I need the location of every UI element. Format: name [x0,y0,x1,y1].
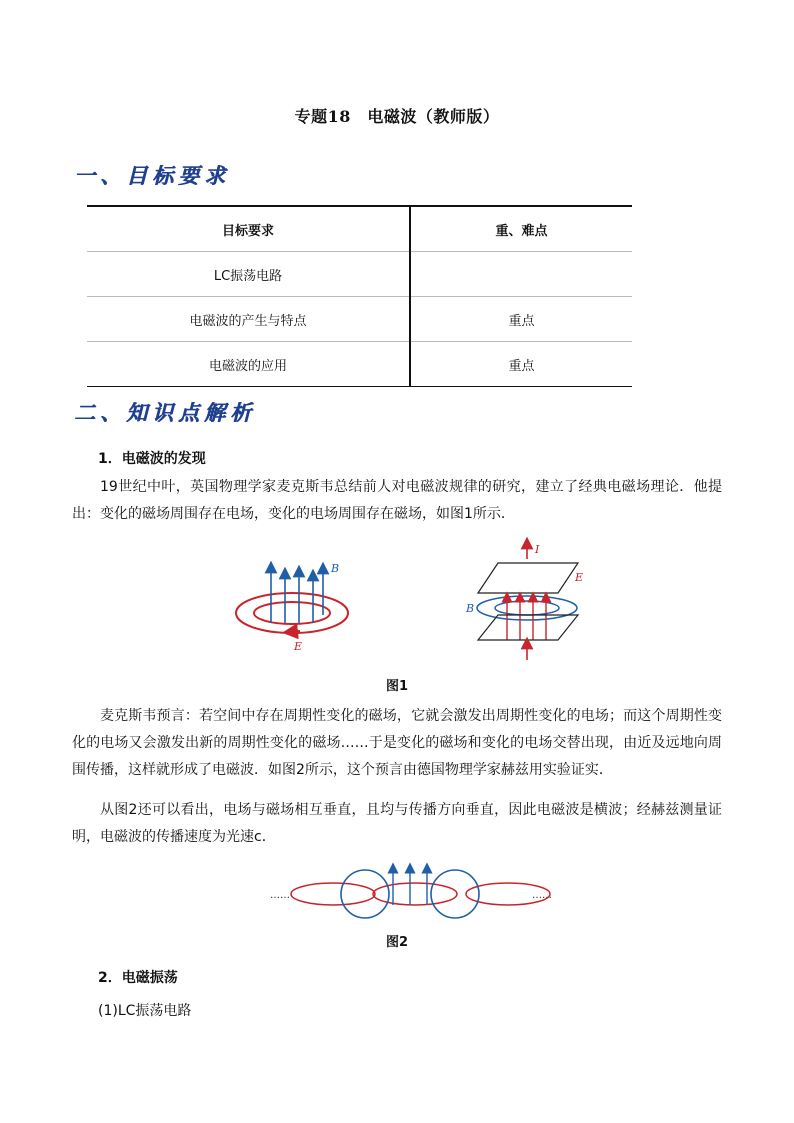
electric-to-magnetic-diagram [465,543,583,660]
figure-2-caption: 图2 [385,935,409,950]
magnetic-to-electric-diagram [236,562,348,653]
table-header-row [87,206,632,252]
topic-heading-oscillation: 2．电磁振荡 [98,970,178,986]
figure-2 [0,860,794,930]
paragraph-maxwell-theory: 19世纪中叶，英国物理学家麦克斯韦总结前人对电磁波规律的研究，建立了经典电磁场理论．他提出：变化的磁场周围存在电场，变化的电场周围存在磁场，如图1所示． [72,479,722,522]
table-cell [410,252,632,297]
page-title: 专题18 电磁波（教师版） [294,107,500,126]
topic-heading-discovery: 1．电磁波的发现 [98,451,206,467]
table-cell: LC振荡电路 [87,252,410,297]
goals-table [87,205,632,387]
paragraph-transverse-wave: 从图2还可以看出，电场与磁场相互垂直，且均与传播方向垂直，因此电磁波是横波；经赫兹测量证明，电磁波的传播速度为光速c． [72,802,722,845]
label-I: I [535,543,540,556]
table-header-goal: 目标要求 [87,206,410,252]
table-cell: 电磁波的产生与特点 [87,297,410,342]
label-B-right: B [466,602,475,615]
section-heading-knowledge: 二、知识点解析 [74,400,256,425]
figure-1 [0,535,794,675]
paragraph-maxwell-prediction: 麦克斯韦预言：若空间中存在周期性变化的磁场，它就会激发出周期性变化的电场；而这个周期性变化的电场又会激发出新的周期性变化的磁场……于是变化的磁场和变化的电场交替出现，由近及远地向周围传播，这样就形成了电磁波．如图2所示，这个预言由德国物理学家赫兹用实验证实． [72,708,722,778]
dots-left: …… [270,890,290,901]
dots-right: …… [532,890,552,901]
table-cell: 重点 [410,297,632,342]
table-cell: 电磁波的应用 [87,342,410,387]
table-row [87,297,632,342]
table-row [87,342,632,387]
label-B-left: B [331,562,340,575]
figure-1-caption: 图1 [385,679,409,694]
table-row [87,252,632,297]
table-header-key-point: 重、难点 [410,206,632,252]
label-E-left: E [294,640,303,653]
label-E-right: E [575,571,584,584]
table-cell: 重点 [410,342,632,387]
section-heading-goals: 一、目标要求 [74,163,230,188]
lc-circuit-item: (1)LC振荡电路 [98,1003,192,1019]
